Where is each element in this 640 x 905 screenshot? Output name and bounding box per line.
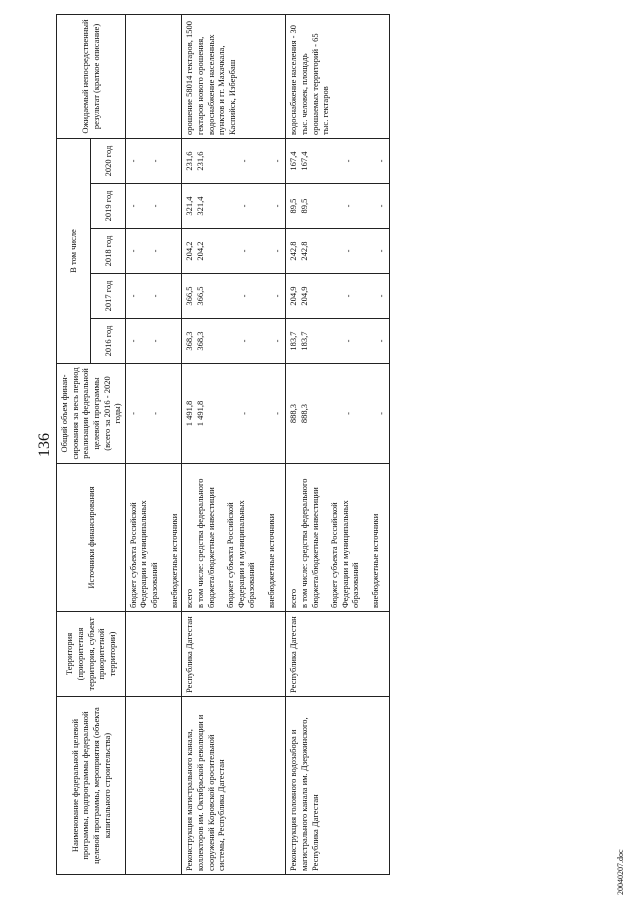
source-label: внебюджетные источники: [266, 513, 276, 608]
header-group: В том числе: [57, 139, 91, 364]
source-label: всего: [184, 588, 195, 608]
header-year: 2016 год: [91, 319, 125, 364]
year-value: 231,6: [195, 151, 206, 171]
expected-result: водоснабжение населения - 30 тыс. человек, площадь орошаемых территорий - 65 тыс. гектаров: [286, 15, 390, 139]
table-row: [286, 15, 390, 875]
total-value: -: [343, 412, 354, 415]
source-label: в том числе: средства федерального бюджета/бюджетные инвестиции: [194, 478, 216, 608]
year-value: -: [376, 204, 387, 208]
year-value: 89,5: [299, 198, 310, 214]
year-value: -: [376, 339, 387, 343]
total-value: -: [272, 412, 283, 415]
year-value: -: [239, 339, 250, 343]
year-value: -: [149, 249, 160, 253]
year-value: 183,7: [288, 331, 299, 351]
year-value: 366,5: [195, 286, 206, 306]
year-value: 167,4: [288, 151, 299, 171]
header-year: 2018 год: [91, 229, 125, 274]
year-value: -: [239, 159, 250, 163]
source-label: внебюджетные источники: [168, 513, 179, 608]
year-value: -: [343, 204, 354, 208]
header-sources: Источники финансирования: [57, 464, 126, 612]
header-name: Наименование федеральной целевой программы, подпрограммы федеральной целевой программы, мероприятия (объекта капитального строительства): [57, 697, 126, 875]
continuation-row: [125, 15, 182, 875]
year-value: -: [272, 339, 283, 343]
total-value: 1 491,8: [184, 400, 195, 427]
year-value: -: [127, 204, 138, 208]
header-total: Общий объем финан-сирования за весь период реализации федеральной целевой программы (всего за 2016 - 2020 годы): [57, 364, 126, 464]
year-value: 204,2: [184, 241, 195, 261]
total-value: 888,3: [288, 403, 299, 424]
measure-name: Реконструкция головного водозабора и магистрального канала им. Дзержинского, Республика Дагестан: [286, 697, 390, 875]
total-value: -: [239, 412, 250, 415]
year-value: -: [127, 159, 138, 163]
header-year: 2020 год: [91, 139, 125, 184]
territory: Республика Дагестан: [286, 612, 390, 697]
document-code: 20040207.doc: [616, 849, 625, 895]
source-label: бюджет субъекта Российской Федерации и муниципальных образований: [225, 500, 257, 608]
year-value: -: [149, 294, 160, 298]
source-label: внебюджетные источники: [370, 513, 380, 608]
year-value: -: [272, 159, 283, 163]
year-value: -: [376, 249, 387, 253]
territory: Республика Дагестан: [182, 612, 286, 697]
total-value: -: [127, 412, 138, 415]
measure-name: Реконструкция магистрального канала, коллекторов им. Октябрьской революции и сооружений Коровской оросительной системы, Республика Дагестан: [182, 697, 286, 875]
year-value: -: [272, 204, 283, 208]
source-label: бюджет субъекта Российской Федерации и муниципальных образований: [127, 500, 159, 608]
year-value: 89,5: [288, 198, 299, 214]
year-value: 183,7: [299, 331, 310, 351]
year-value: -: [149, 204, 160, 208]
year-value: 231,6: [184, 151, 195, 171]
header-year: 2017 год: [91, 274, 125, 319]
header-result: Ожидаемый непосредственный результат (краткое описание): [57, 15, 126, 139]
total-value: 1 491,8: [195, 400, 206, 427]
year-value: 368,3: [195, 331, 206, 351]
year-value: -: [239, 249, 250, 253]
year-value: -: [149, 339, 160, 343]
year-value: -: [127, 249, 138, 253]
year-value: 242,8: [288, 241, 299, 261]
year-value: 204,2: [195, 241, 206, 261]
year-value: 366,5: [184, 286, 195, 306]
year-value: -: [343, 159, 354, 163]
year-value: -: [239, 294, 250, 298]
year-value: -: [343, 339, 354, 343]
year-value: -: [343, 294, 354, 298]
source-label: в том числе: средства федерального бюджета/бюджетные инвестиции: [298, 478, 320, 608]
year-value: 204,9: [288, 286, 299, 306]
financing-table: [56, 14, 390, 875]
year-value: -: [272, 294, 283, 298]
year-value: -: [376, 159, 387, 163]
year-value: 204,9: [299, 286, 310, 306]
source-label: всего: [288, 588, 299, 608]
source-label: бюджет субъекта Российской Федерации и муниципальных образований: [329, 500, 361, 608]
total-value: -: [149, 412, 160, 415]
header-territory: Территория (приоритетная территория, субъект приоритетной территории): [57, 612, 126, 697]
year-value: -: [272, 249, 283, 253]
year-value: 242,8: [299, 241, 310, 261]
total-value: 888,3: [299, 403, 310, 424]
expected-result: орошение 58014 гектаров, 1500 гектаров нового орошения, водоснабжение населенных пунктов и гг. Махачкала, Каспийск, Избербаш: [182, 15, 286, 139]
header-year: 2019 год: [91, 184, 125, 229]
year-value: 167,4: [299, 151, 310, 171]
year-value: -: [343, 249, 354, 253]
year-value: 321,4: [195, 196, 206, 216]
year-value: -: [149, 159, 160, 163]
year-value: -: [127, 294, 138, 298]
table-row: [182, 15, 286, 875]
year-value: -: [127, 339, 138, 343]
year-value: -: [239, 204, 250, 208]
year-value: 321,4: [184, 196, 195, 216]
year-value: 368,3: [184, 331, 195, 351]
page-number: 136: [36, 433, 53, 457]
total-value: -: [376, 412, 387, 415]
year-value: -: [376, 294, 387, 298]
